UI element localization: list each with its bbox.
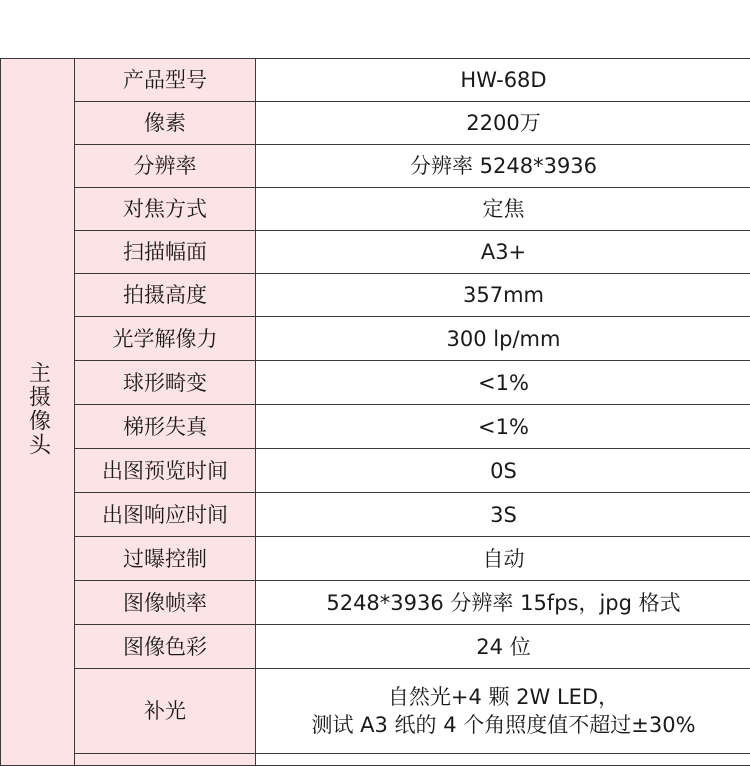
spec-value-line: 0S (256, 457, 750, 485)
table-row (1, 231, 750, 274)
spec-label: 出图预览时间 (75, 449, 256, 493)
spec-value (256, 59, 750, 102)
spec-value (256, 581, 750, 625)
spec-value (256, 493, 750, 537)
table-row (1, 405, 750, 449)
spec-value (256, 625, 750, 669)
table-row (1, 317, 750, 361)
spec-label: 出图响应时间 (75, 493, 256, 537)
spec-value-line: 3S (256, 501, 750, 529)
table-row (1, 537, 750, 581)
group-header-cell (1, 59, 75, 766)
spec-value-line: 分辨率 5248*3936 (256, 152, 750, 180)
spec-value (256, 537, 750, 581)
spec-label: 对焦方式 (75, 188, 256, 231)
spec-value (256, 274, 750, 317)
spec-value-line: 5248*3936 分辨率 15fps，jpg 格式 (256, 589, 750, 617)
spec-label: 过曝控制 (75, 537, 256, 581)
table-row (1, 493, 750, 537)
table-row (1, 59, 750, 102)
spec-value (256, 405, 750, 449)
group-label: 主摄像头 (24, 361, 52, 457)
spec-label: 图像帧率 (75, 581, 256, 625)
spec-value (256, 188, 750, 231)
spec-value-line: 357mm (256, 281, 750, 309)
spec-value-line: 测试 A3 纸的 4 个角照度值不超过±30% (256, 711, 750, 739)
spec-value (256, 317, 750, 361)
spec-value-line: <1% (256, 413, 750, 441)
spec-value-line: 300 lp/mm (256, 325, 750, 353)
spec-value-line: 定焦 (256, 195, 750, 223)
spec-label: 像素 (75, 102, 256, 145)
table-row (1, 669, 750, 754)
spec-value-line: <1% (256, 369, 750, 397)
spec-value (256, 145, 750, 188)
spec-label: 梯形失真 (75, 405, 256, 449)
spec-value (256, 102, 750, 145)
table-row (1, 361, 750, 405)
spec-label: 拍摄高度 (75, 274, 256, 317)
spec-label: 图像色彩 (75, 625, 256, 669)
table-row (1, 581, 750, 625)
spec-label (75, 754, 256, 766)
table-row (1, 188, 750, 231)
spec-label: 产品型号 (75, 59, 256, 102)
spec-value (256, 754, 750, 766)
table-row (1, 625, 750, 669)
spec-label: 扫描幅面 (75, 231, 256, 274)
spec-table-body (1, 59, 750, 766)
spec-label: 补光 (75, 669, 256, 754)
spec-value (256, 361, 750, 405)
spec-label: 分辨率 (75, 145, 256, 188)
table-row (1, 754, 750, 766)
spec-value-line: HW-68D (256, 66, 750, 94)
spec-label: 球形畸变 (75, 361, 256, 405)
spec-value-line: 2200万 (256, 109, 750, 137)
spec-value (256, 449, 750, 493)
spec-value (256, 231, 750, 274)
table-row (1, 145, 750, 188)
spec-table (0, 58, 750, 766)
spec-label: 光学解像力 (75, 317, 256, 361)
table-row (1, 274, 750, 317)
spec-value-line: 24 位 (256, 633, 750, 661)
table-row (1, 449, 750, 493)
spec-value-line: 自动 (256, 545, 750, 573)
spec-value-line: A3+ (256, 238, 750, 266)
table-row (1, 102, 750, 145)
spec-value (256, 669, 750, 754)
spec-value-line: 自然光+4 颗 2W LED， (256, 683, 750, 711)
